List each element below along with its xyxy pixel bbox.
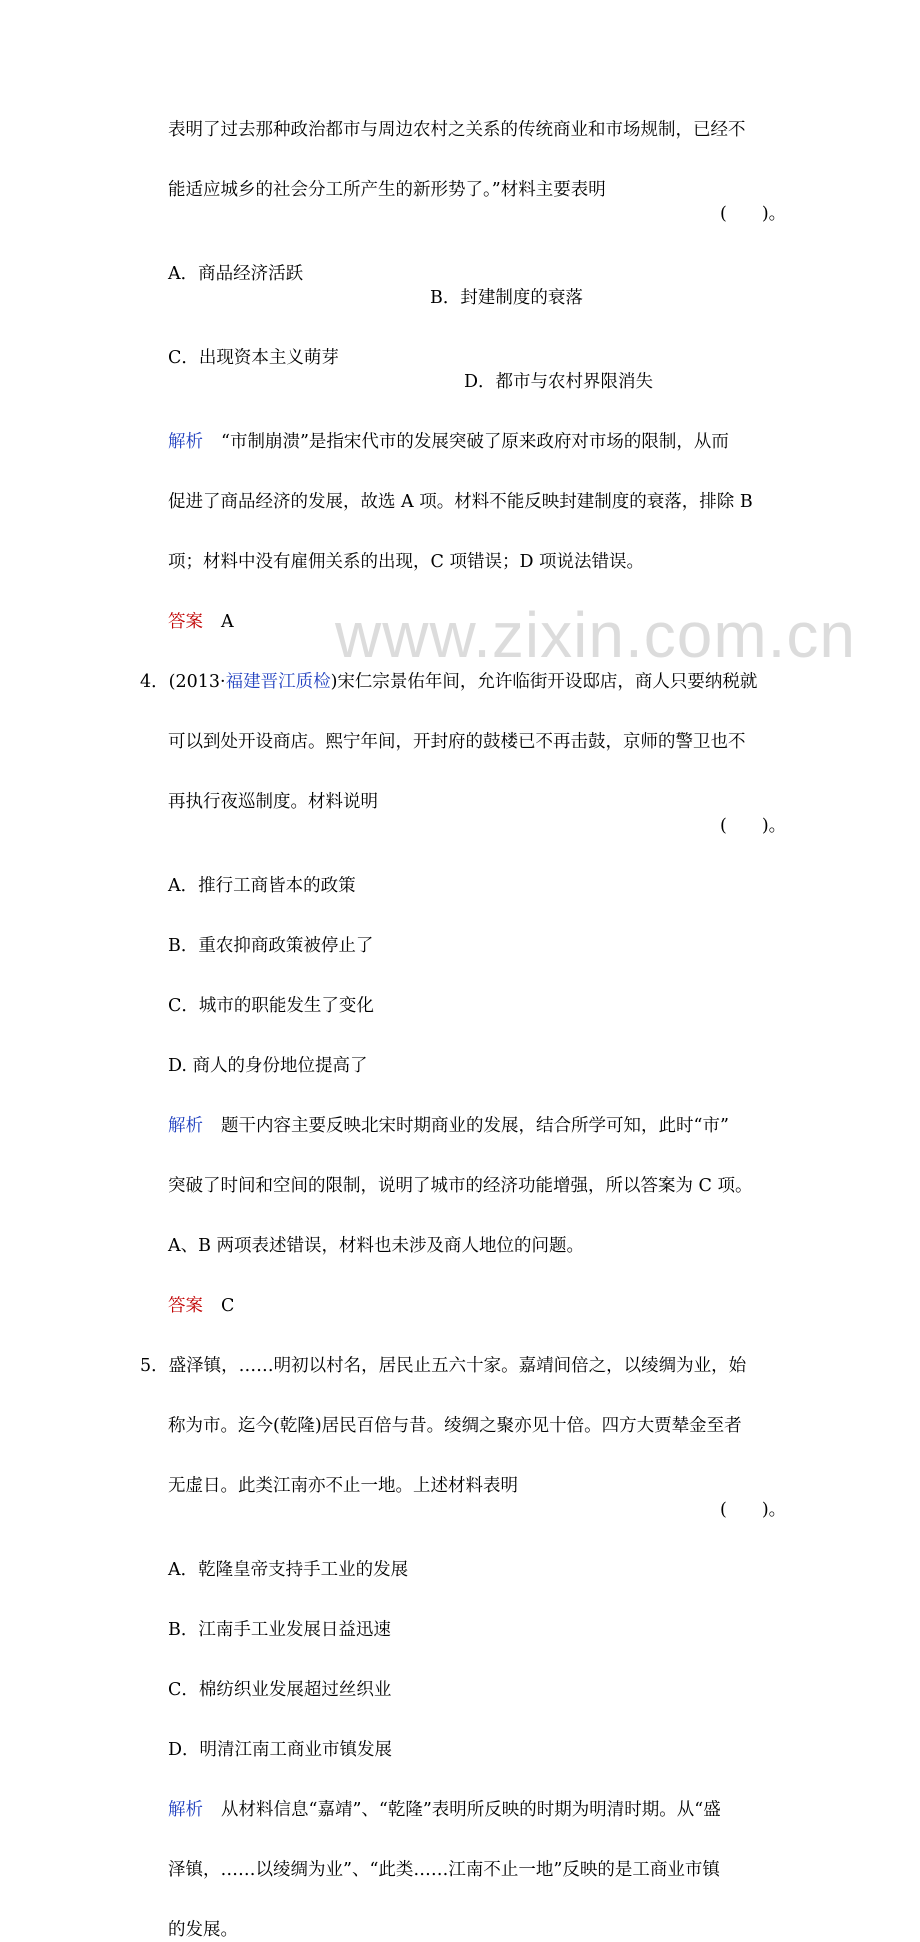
- q3-analysis-text-1: “市制崩溃”是指宋代市的发展突破了原来政府对市场的限制，从而: [221, 432, 729, 452]
- q4-option-d: D. 商人的身份地位提高了: [168, 1056, 368, 1076]
- q5-option-b: B．江南手工业发展日益迅速: [168, 1620, 391, 1640]
- q4-source-close: ): [330, 672, 338, 692]
- q3-analysis-line-3: 项；材料中没有雇佣关系的出现，C 项错误；D 项说法错误。: [168, 552, 645, 572]
- q4-stem-text-1: 宋仁宗景佑年间，允许临街开设邸店，商人只要纳税就: [337, 672, 758, 692]
- q3-stem-line-2: 能适应城乡的社会分工所产生的新形势了。”材料主要表明: [168, 180, 606, 200]
- q4-analysis-line-2: 突破了时间和空间的限制，说明了城市的经济功能增强，所以答案为 C 项。: [168, 1176, 753, 1196]
- q5-option-c: C．棉纺织业发展超过丝织业: [168, 1680, 392, 1700]
- q3-option-a: A．商品经济活跃: [168, 264, 304, 284]
- q4-stem-line-3: 再执行夜巡制度。材料说明: [168, 792, 378, 812]
- q4-answer-label: 答案: [168, 1296, 203, 1316]
- q5-answer-paren: ( )。: [720, 1500, 787, 1520]
- q4-analysis-line-1: [168, 1114, 920, 1138]
- q3-stem-line-1: 表明了过去那种政治都市与周边农村之关系的传统商业和市场规制，已经不: [168, 120, 746, 140]
- q4-source-open: (2013·: [168, 672, 226, 692]
- q4-stem-line-2: 可以到处开设商店。熙宁年间，开封府的鼓楼已不再击鼓，京师的警卫也不: [168, 732, 746, 752]
- q3-option-b: B．封建制度的衰落: [430, 288, 583, 308]
- q3-option-d: D．都市与农村界限消失: [464, 372, 654, 392]
- q5-analysis-label: 解析: [168, 1800, 203, 1820]
- watermark: www.zixin.com.cn: [335, 599, 856, 671]
- q5-analysis-line-2: 泽镇，……以绫绸为业”、“此类……江南不止一地”反映的是工商业市镇: [168, 1860, 720, 1880]
- q4-source: 福建晋江质检: [225, 672, 331, 692]
- q3-analysis-label: 解析: [168, 432, 203, 452]
- q3-analysis-line-1: [168, 430, 920, 454]
- q4-analysis-line-3: A、B 两项表述错误，材料也未涉及商人地位的问题。: [168, 1236, 585, 1256]
- q5-option-a: A．乾隆皇帝支持手工业的发展: [168, 1560, 409, 1580]
- q5-option-d: D．明清江南工商业市镇发展: [168, 1740, 393, 1760]
- q5-stem-line-1: [140, 1354, 920, 1378]
- q3-option-c: C．出现资本主义萌芽: [168, 348, 339, 368]
- q4-number: 4．: [140, 672, 169, 692]
- q5-analysis-text-1: 从材料信息“嘉靖”、“乾隆”表明所反映的时期为明清时期。从“盛: [221, 1800, 721, 1820]
- q3-answer-value: A: [221, 612, 234, 632]
- q5-stem-text-1: 盛泽镇，……明初以村名，居民止五六十家。嘉靖间倍之，以绫绸为业，始: [168, 1356, 747, 1376]
- q4-option-a: A．推行工商皆本的政策: [168, 876, 356, 896]
- q5-analysis-line-3: 的发展。: [168, 1920, 238, 1940]
- q5-stem-line-3: 无虚日。此类江南亦不止一地。上述材料表明: [168, 1476, 518, 1496]
- q4-answer-line: [168, 1294, 920, 1318]
- q4-answer-paren: ( )。: [720, 816, 787, 836]
- q3-answer-label: 答案: [168, 612, 203, 632]
- q5-stem-line-2: 称为市。迄今(乾隆)居民百倍与昔。绫绸之聚亦见十倍。四方大贾辇金至者: [168, 1416, 742, 1436]
- q5-number: 5．: [140, 1356, 169, 1376]
- q3-answer-line: [168, 610, 920, 634]
- q4-stem-line-1: [140, 670, 920, 694]
- q4-answer-value: C: [221, 1296, 235, 1316]
- q3-answer-paren: ( )。: [720, 204, 787, 224]
- q4-analysis-text-1: 题干内容主要反映北宋时期商业的发展，结合所学可知，此时“市”: [221, 1116, 729, 1136]
- q4-analysis-label: 解析: [168, 1116, 203, 1136]
- q5-analysis-line-1: [168, 1798, 920, 1822]
- q4-option-b: B．重农抑商政策被停止了: [168, 936, 374, 956]
- q4-option-c: C．城市的职能发生了变化: [168, 996, 374, 1016]
- q3-analysis-line-2: 促进了商品经济的发展，故选 A 项。材料不能反映封建制度的衰落，排除 B: [168, 492, 753, 512]
